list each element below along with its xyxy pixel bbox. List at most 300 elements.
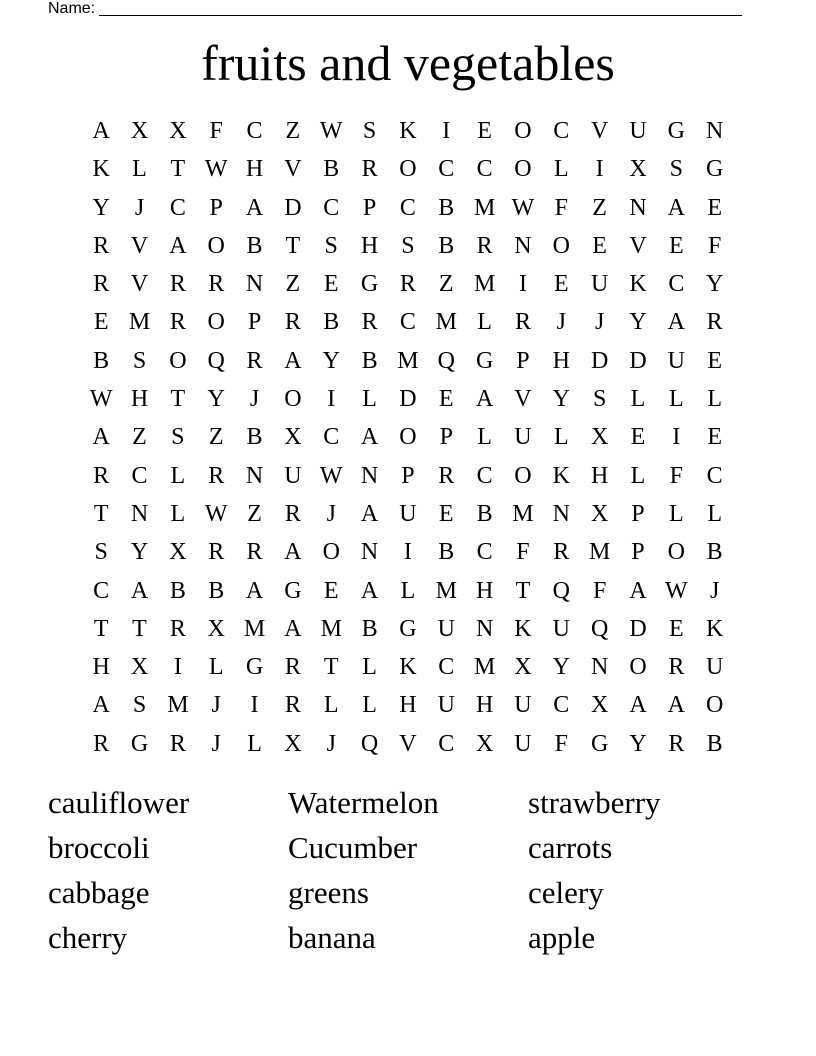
- grid-letter: S: [94, 539, 108, 566]
- grid-letter: R: [93, 730, 110, 757]
- grid-letter: J: [710, 577, 720, 604]
- grid-letter: D: [590, 347, 609, 374]
- grid-row: [82, 495, 734, 533]
- grid-letter: U: [514, 424, 532, 451]
- grid-letter: N: [475, 615, 494, 642]
- word-bank: [48, 780, 768, 960]
- grid-letter: E: [668, 232, 684, 259]
- grid-letter: F: [209, 118, 223, 144]
- grid-letter: U: [284, 462, 302, 489]
- grid-letter: O: [169, 347, 187, 374]
- grid-letter: O: [399, 424, 417, 451]
- grid-letter: U: [590, 271, 609, 298]
- grid-letter: C: [476, 539, 493, 566]
- grid-letter: A: [629, 577, 647, 604]
- grid-letter: K: [706, 615, 724, 642]
- grid-letter: T: [93, 615, 109, 642]
- grid-letter: Q: [590, 615, 609, 642]
- grid-letter: Z: [285, 118, 301, 144]
- grid-letter: X: [169, 118, 187, 144]
- grid-letter: L: [630, 386, 646, 413]
- grid-letter: A: [92, 424, 110, 451]
- grid-letter: B: [169, 577, 186, 604]
- grid-letter: U: [552, 615, 570, 642]
- grid-row: [82, 265, 734, 303]
- grid-letter: X: [130, 654, 149, 681]
- grid-letter: F: [669, 462, 683, 489]
- grid-row: [82, 303, 734, 341]
- grid-letter: B: [361, 347, 378, 374]
- grid-letter: L: [323, 692, 339, 719]
- grid-letter: X: [207, 615, 225, 642]
- grid-letter: A: [360, 577, 379, 604]
- grid-letter: Y: [322, 347, 340, 374]
- grid-letter: C: [131, 462, 148, 489]
- grid-letter: M: [435, 309, 457, 336]
- grid-letter: B: [438, 232, 455, 259]
- grid-letter: E: [630, 424, 646, 451]
- grid-letter: X: [130, 118, 149, 144]
- grid-letter: U: [667, 347, 685, 374]
- grid-letter: C: [438, 654, 455, 681]
- grid-letter: S: [592, 386, 607, 413]
- grid-letter: T: [170, 156, 186, 183]
- grid-letter: K: [399, 654, 417, 681]
- grid-letter: O: [629, 654, 647, 681]
- grid-letter: J: [326, 500, 336, 527]
- grid-letter: U: [629, 118, 647, 144]
- grid-letter: S: [132, 347, 147, 374]
- grid-letter: G: [284, 577, 302, 604]
- word-bank-item: greens: [288, 875, 369, 910]
- grid-letter: Z: [592, 194, 607, 221]
- grid-letter: B: [438, 539, 455, 566]
- grid-letter: R: [706, 309, 723, 336]
- grid-letter: C: [438, 730, 455, 757]
- grid-letter: W: [319, 118, 343, 144]
- grid-letter: P: [631, 500, 645, 527]
- grid-letter: T: [515, 577, 531, 604]
- grid-letter: L: [553, 424, 569, 451]
- grid-letter: I: [403, 539, 412, 566]
- grid-letter: R: [93, 462, 110, 489]
- grid-letter: O: [667, 539, 685, 566]
- grid-letter: I: [250, 692, 259, 719]
- grid-letter: O: [552, 232, 570, 259]
- grid-letter: G: [667, 118, 685, 144]
- grid-letter: P: [247, 309, 262, 336]
- grid-letter: N: [360, 539, 379, 566]
- grid-letter: P: [439, 424, 453, 451]
- grid-letter: I: [442, 118, 451, 144]
- grid-letter: A: [360, 424, 379, 451]
- grid-letter: M: [435, 577, 457, 604]
- grid-letter: A: [284, 539, 302, 566]
- grid-letter: C: [438, 156, 455, 183]
- grid-row: [82, 342, 734, 380]
- grid-letter: K: [514, 615, 532, 642]
- grid-letter: I: [173, 654, 182, 681]
- grid-letter: E: [438, 386, 454, 413]
- grid-letter: N: [245, 271, 264, 298]
- grid-letter: R: [246, 539, 263, 566]
- grid-letter: V: [590, 118, 609, 144]
- grid-letter: P: [209, 194, 223, 221]
- grid-letter: R: [399, 271, 416, 298]
- word-bank-item: cherry: [48, 920, 128, 955]
- grid-letter: O: [706, 692, 724, 719]
- grid-letter: A: [130, 577, 149, 604]
- grid-letter: U: [399, 500, 417, 527]
- grid-letter: J: [211, 692, 221, 719]
- grid-letter: C: [323, 194, 340, 221]
- grid-letter: Q: [437, 347, 455, 374]
- grid-letter: L: [553, 156, 569, 183]
- name-label: Name:: [48, 0, 96, 17]
- grid-letter: Y: [207, 386, 225, 413]
- grid-letter: E: [553, 271, 569, 298]
- grid-row: [82, 418, 734, 456]
- grid-letter: X: [590, 424, 609, 451]
- grid-letter: L: [362, 654, 377, 681]
- grid-letter: B: [706, 539, 723, 566]
- grid-letter: E: [592, 232, 607, 259]
- grid-letter: N: [552, 500, 570, 527]
- grid-letter: S: [669, 156, 683, 183]
- grid-letter: B: [323, 156, 340, 183]
- grid-letter: C: [399, 309, 416, 336]
- grid-letter: D: [629, 615, 647, 642]
- grid-letter: W: [665, 577, 688, 604]
- grid-letter: H: [360, 232, 379, 259]
- grid-letter: I: [327, 386, 336, 413]
- grid-letter: T: [170, 386, 186, 413]
- grid-letter: A: [284, 347, 302, 374]
- grid-letter: C: [399, 194, 416, 221]
- grid-letter: I: [595, 156, 604, 183]
- grid-letter: L: [707, 500, 722, 527]
- grid-letter: X: [590, 692, 609, 719]
- grid-letter: N: [360, 462, 379, 489]
- grid-row: [82, 189, 734, 227]
- grid-letter: R: [208, 539, 225, 566]
- grid-letter: L: [170, 500, 186, 527]
- grid-letter: W: [204, 500, 228, 527]
- grid-letter: W: [89, 386, 113, 413]
- grid-letter: C: [553, 692, 570, 719]
- grid-letter: E: [707, 347, 722, 374]
- grid-letter: U: [514, 730, 532, 757]
- grid-letter: C: [553, 118, 570, 144]
- grid-letter: N: [245, 462, 264, 489]
- grid-letter: P: [516, 347, 530, 374]
- grid-letter: J: [211, 730, 221, 757]
- grid-letter: V: [629, 232, 647, 259]
- grid-letter: G: [706, 156, 724, 183]
- grid-letter: M: [473, 654, 496, 681]
- grid-letter: O: [399, 156, 417, 183]
- grid-letter: X: [629, 156, 647, 183]
- grid-letter: Z: [247, 500, 262, 527]
- grid-letter: R: [361, 309, 378, 336]
- grid-letter: X: [169, 539, 187, 566]
- grid-letter: H: [475, 692, 494, 719]
- word-bank-item: cauliflower: [48, 785, 190, 820]
- grid-letter: J: [594, 309, 605, 336]
- grid-letter: M: [243, 615, 266, 642]
- grid-letter: A: [284, 615, 302, 642]
- grid-row: [82, 112, 734, 150]
- grid-letter: E: [93, 309, 109, 336]
- grid-letter: O: [514, 156, 532, 183]
- grid-letter: H: [590, 462, 609, 489]
- grid-letter: L: [400, 577, 416, 604]
- grid-letter: P: [631, 539, 645, 566]
- grid-row: [82, 457, 734, 495]
- grid-letter: B: [93, 347, 110, 374]
- grid-letter: Y: [92, 194, 110, 221]
- grid-letter: X: [475, 730, 494, 757]
- grid-letter: C: [476, 156, 493, 183]
- grid-letter: G: [245, 654, 264, 681]
- grid-letter: U: [514, 692, 532, 719]
- grid-row: [82, 150, 734, 188]
- grid-letter: L: [707, 386, 722, 413]
- grid-letter: S: [362, 118, 377, 144]
- grid-letter: M: [588, 539, 611, 566]
- grid-letter: B: [438, 194, 455, 221]
- grid-letter: Y: [130, 539, 149, 566]
- grid-letter: N: [706, 118, 724, 144]
- grid-letter: E: [438, 500, 454, 527]
- word-bank-item: broccoli: [48, 830, 150, 865]
- grid-letter: A: [667, 194, 685, 221]
- grid-letter: Q: [360, 730, 379, 757]
- grid-letter: K: [399, 118, 417, 144]
- grid-letter: M: [473, 271, 496, 298]
- grid-letter: B: [361, 615, 378, 642]
- grid-letter: G: [590, 730, 609, 757]
- word-bank-item: cabbage: [48, 875, 150, 910]
- grid-letter: A: [629, 692, 647, 719]
- grid-letter: B: [208, 577, 225, 604]
- grid-letter: R: [208, 462, 225, 489]
- grid-letter: H: [399, 692, 417, 719]
- grid-letter: Q: [207, 347, 225, 374]
- grid-letter: J: [249, 386, 260, 413]
- word-bank-item: Watermelon: [288, 785, 439, 820]
- grid-letter: T: [285, 232, 301, 259]
- grid-letter: O: [284, 386, 302, 413]
- letter-grid: [82, 112, 734, 763]
- grid-letter: A: [92, 692, 110, 719]
- name-blank-line: [99, 0, 742, 16]
- grid-letter: V: [514, 386, 532, 413]
- grid-letter: L: [362, 386, 377, 413]
- grid-letter: L: [362, 692, 377, 719]
- grid-letter: V: [284, 156, 302, 183]
- grid-letter: E: [323, 271, 339, 298]
- grid-letter: R: [284, 500, 301, 527]
- grid-letter: S: [401, 232, 415, 259]
- grid-letter: D: [399, 386, 417, 413]
- grid-row: [82, 380, 734, 418]
- grid-letter: N: [130, 500, 149, 527]
- name-field: [48, 0, 742, 18]
- grid-letter: C: [706, 462, 723, 489]
- grid-letter: E: [707, 194, 722, 221]
- grid-letter: V: [399, 730, 417, 757]
- grid-letter: D: [629, 347, 647, 374]
- grid-letter: A: [245, 194, 264, 221]
- grid-letter: M: [397, 347, 419, 374]
- grid-row: [82, 227, 734, 265]
- grid-letter: O: [207, 232, 225, 259]
- grid-letter: T: [93, 500, 109, 527]
- grid-letter: R: [208, 271, 225, 298]
- grid-letter: F: [592, 577, 607, 604]
- grid-letter: A: [92, 118, 110, 144]
- grid-letter: V: [130, 271, 149, 298]
- grid-letter: Y: [552, 386, 570, 413]
- grid-letter: J: [134, 194, 145, 221]
- grid-letter: B: [706, 730, 723, 757]
- grid-letter: E: [477, 118, 492, 144]
- grid-letter: L: [132, 156, 147, 183]
- grid-letter: X: [284, 730, 302, 757]
- grid-letter: R: [284, 309, 301, 336]
- grid-letter: Q: [552, 577, 570, 604]
- grid-letter: V: [130, 232, 149, 259]
- grid-letter: C: [323, 424, 340, 451]
- grid-row: [82, 610, 734, 648]
- grid-letter: A: [169, 232, 187, 259]
- grid-letter: A: [667, 692, 685, 719]
- grid-letter: O: [207, 309, 225, 336]
- grid-letter: N: [514, 232, 532, 259]
- grid-letter: O: [322, 539, 340, 566]
- grid-letter: S: [324, 232, 338, 259]
- grid-letter: J: [326, 730, 336, 757]
- grid-letter: B: [476, 500, 493, 527]
- grid-letter: U: [437, 692, 455, 719]
- grid-letter: L: [477, 424, 492, 451]
- grid-letter: B: [246, 424, 263, 451]
- grid-letter: O: [514, 118, 532, 144]
- grid-letter: R: [93, 271, 110, 298]
- grid-row: [82, 533, 734, 571]
- grid-letter: R: [361, 156, 378, 183]
- grid-letter: C: [246, 118, 263, 144]
- grid-letter: A: [360, 500, 379, 527]
- grid-letter: R: [553, 539, 570, 566]
- grid-letter: Z: [132, 424, 147, 451]
- grid-letter: L: [170, 462, 186, 489]
- word-bank-item: banana: [288, 920, 376, 955]
- grid-letter: M: [473, 194, 496, 221]
- grid-letter: R: [284, 692, 301, 719]
- grid-letter: O: [514, 462, 532, 489]
- grid-letter: E: [323, 577, 339, 604]
- grid-letter: C: [476, 462, 493, 489]
- grid-letter: R: [169, 730, 186, 757]
- grid-letter: K: [629, 271, 647, 298]
- grid-letter: Y: [552, 654, 570, 681]
- grid-letter: N: [590, 654, 609, 681]
- grid-letter: L: [668, 500, 684, 527]
- grid-letter: W: [204, 156, 228, 183]
- grid-letter: H: [552, 347, 570, 374]
- word-bank-item: strawberry: [528, 785, 661, 820]
- grid-letter: X: [284, 424, 302, 451]
- grid-letter: H: [130, 386, 149, 413]
- grid-letter: L: [247, 730, 262, 757]
- word-bank-item: carrots: [528, 830, 613, 865]
- grid-letter: R: [476, 232, 493, 259]
- grid-letter: C: [668, 271, 685, 298]
- grid-letter: L: [208, 654, 224, 681]
- grid-letter: P: [401, 462, 415, 489]
- grid-letter: M: [128, 309, 151, 336]
- grid-letter: W: [511, 194, 535, 221]
- grid-letter: K: [552, 462, 570, 489]
- grid-letter: G: [475, 347, 494, 374]
- grid-letter: M: [167, 692, 189, 719]
- grid-letter: M: [512, 500, 534, 527]
- grid-letter: H: [475, 577, 494, 604]
- grid-letter: R: [169, 271, 186, 298]
- grid-letter: K: [92, 156, 110, 183]
- grid-letter: E: [668, 615, 684, 642]
- grid-letter: A: [475, 386, 494, 413]
- grid-letter: W: [319, 462, 343, 489]
- grid-letter: R: [246, 347, 263, 374]
- grid-letter: Z: [208, 424, 224, 451]
- grid-letter: Y: [629, 309, 647, 336]
- grid-letter: X: [590, 500, 609, 527]
- grid-letter: U: [437, 615, 455, 642]
- grid-letter: R: [668, 654, 685, 681]
- grid-letter: J: [556, 309, 566, 336]
- grid-letter: R: [169, 309, 186, 336]
- grid-letter: Y: [629, 730, 647, 757]
- grid-letter: F: [554, 730, 568, 757]
- grid-letter: S: [171, 424, 185, 451]
- grid-letter: A: [245, 577, 264, 604]
- grid-letter: S: [132, 692, 147, 719]
- grid-letter: Z: [285, 271, 301, 298]
- grid-row: [82, 648, 734, 686]
- grid-letter: R: [169, 615, 186, 642]
- grid-letter: G: [399, 615, 417, 642]
- grid-letter: H: [245, 156, 264, 183]
- grid-letter: L: [630, 462, 646, 489]
- grid-letter: C: [93, 577, 110, 604]
- puzzle-title: fruits and vegetables: [201, 35, 615, 91]
- grid-letter: L: [477, 309, 492, 336]
- grid-letter: D: [284, 194, 302, 221]
- grid-letter: G: [130, 730, 149, 757]
- grid-letter: R: [93, 232, 110, 259]
- grid-letter: G: [360, 271, 379, 298]
- grid-row: [82, 686, 734, 724]
- grid-letter: N: [629, 194, 647, 221]
- grid-letter: H: [92, 654, 110, 681]
- grid-row: [82, 725, 734, 763]
- grid-letter: L: [668, 386, 684, 413]
- grid-letter: R: [668, 730, 685, 757]
- grid-letter: T: [323, 654, 339, 681]
